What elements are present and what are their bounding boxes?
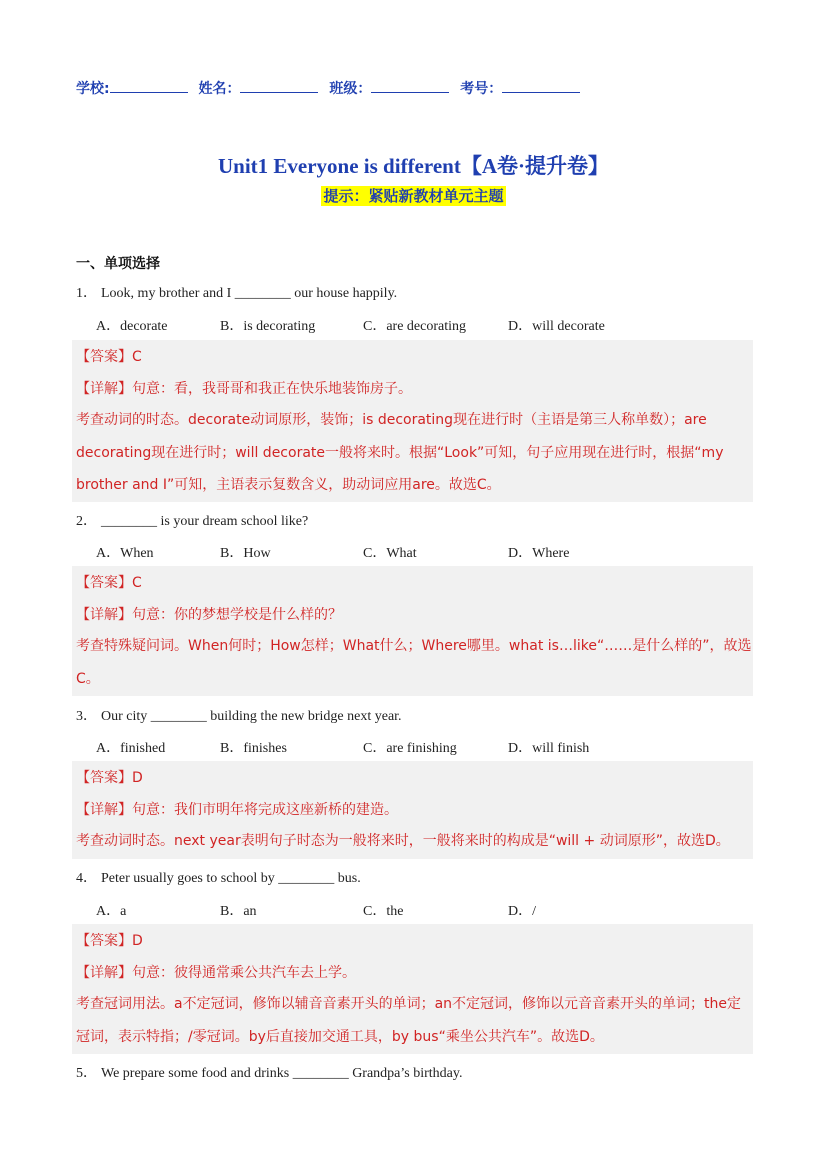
answer-line: 【答案】D [76,933,143,949]
option-a[interactable]: A．decorate [96,319,168,334]
student-info-line [76,78,586,98]
question-2-options [96,542,736,562]
answer-box-4 [72,924,753,1054]
answer-line: 【答案】D [76,770,143,786]
option-d[interactable]: D．Where [508,546,570,561]
question-1 [76,282,397,302]
document-title: Unit1 Everyone is different【A卷·提升卷】 [217,154,609,178]
question-4-options [96,900,736,920]
question-number: 3． [76,709,97,724]
exam-number-blank[interactable] [502,78,580,93]
option-b[interactable]: B．finishes [220,741,287,756]
question-number: 4． [76,871,97,886]
question-stem: Look, my brother and I ________ our house happily. [101,286,398,301]
question-stem: Peter usually goes to school by ________ bus. [101,871,361,886]
question-5 [76,1062,462,1082]
detail-line: 【详解】句意：彼得通常乘公共汽车去上学。 [76,965,356,981]
question-stem: Our city ________ building the new bridge next year. [101,709,402,724]
option-c[interactable]: C．are finishing [363,741,457,756]
detail-line: 【详解】句意：我们市明年将完成这座新桥的建造。 [76,802,398,818]
detail-line: 【详解】句意：你的梦想学校是什么样的？ [76,607,342,623]
option-c[interactable]: C．are decorating [363,319,467,334]
answer-box-2 [72,566,753,696]
question-1-options [96,315,736,335]
option-a[interactable]: A．a [96,904,127,919]
answer-box-3 [72,761,753,859]
question-2 [76,510,308,530]
option-d[interactable]: D．will decorate [508,319,605,334]
explanation-text: 考查动词的时态。decorate动词原形，装饰；is decorating现在进行时（主语是第三人称单数）；are decorating现在进行时；will decorate一般将来时。根据“Look”可知，句子应用现在进行时，根据“my brother and I”可知，主语表示复数含义，助动词应用are。故选C。 [76,412,724,493]
option-c[interactable]: C．What [363,546,417,561]
option-d[interactable]: D．will finish [508,741,590,756]
option-a[interactable]: A．When [96,546,154,561]
question-3 [76,705,402,725]
option-d[interactable]: D．/ [508,904,536,919]
question-stem: We prepare some food and drinks ________ Grandpa’s birthday. [101,1066,463,1081]
question-4 [76,867,361,887]
name-label: 姓名： [198,81,241,97]
school-blank[interactable] [110,78,188,93]
explanation-text: 考查冠词用法。a不定冠词，修饰以辅音音素开头的单词；an不定冠词，修饰以元音音素开头的单词；the定冠词，表示特指；/零冠词。by后直接加交通工具，by bus“乘坐公共汽车”。故选D。 [76,996,742,1045]
option-a[interactable]: A．finished [96,741,166,756]
option-b[interactable]: B．How [220,546,271,561]
subtitle-wrapper [0,186,827,206]
explanation-text: 考查特殊疑问词。When何时；How怎样；What什么；Where哪里。what is…like“……是什么样的”，故选C。 [76,638,752,687]
explanation-text: 考查动词时态。next year表明句子时态为一般将来时，一般将来时的构成是“will + 动词原形”，故选D。 [76,833,730,849]
question-stem: ________ is your dream school like? [101,514,309,529]
answer-line: 【答案】C [76,349,142,365]
question-number: 1． [76,286,97,301]
question-number: 2． [76,514,97,529]
detail-line: 【详解】句意：看，我哥哥和我正在快乐地装饰房子。 [76,381,412,397]
school-label: 学校: [76,81,110,97]
option-c[interactable]: C．the [363,904,404,919]
answer-line: 【答案】C [76,575,142,591]
document-subtitle: 提示：紧贴新教材单元主题 [323,187,504,205]
section-heading: 一、单项选择 [76,256,160,272]
answer-box-1 [72,340,753,502]
option-b[interactable]: B．an [220,904,257,919]
question-number: 5． [76,1066,97,1081]
class-blank[interactable] [371,78,449,93]
name-blank[interactable] [240,78,318,93]
option-b[interactable]: B．is decorating [220,319,316,334]
question-3-options [96,737,736,757]
class-label: 班级： [329,81,372,97]
exam-number-label: 考号： [460,81,503,97]
